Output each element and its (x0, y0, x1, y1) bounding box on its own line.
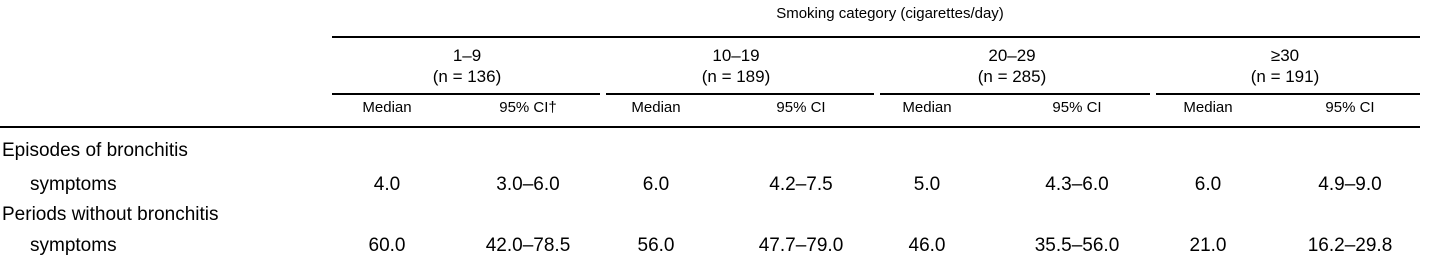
table-cell-median: 21.0 (1189, 235, 1227, 256)
group-n-3: (n = 285) (977, 67, 1047, 86)
table-cell-median: 4.0 (373, 174, 401, 195)
group-rule-4 (1156, 93, 1420, 95)
row-label: Periods without bronchitis (2, 204, 219, 225)
table-cell-median: 5.0 (913, 174, 941, 195)
header-bottom-rule (0, 126, 1420, 128)
row-label-continued: symptoms (30, 174, 117, 195)
table-cell-median: 6.0 (642, 174, 670, 195)
table-cell-ci: 4.3–6.0 (1045, 174, 1109, 195)
row-label: Episodes of bronchitis (2, 140, 188, 161)
table-cell-median: 46.0 (908, 235, 946, 256)
group-rule-1 (332, 93, 600, 95)
group-n-1: (n = 136) (432, 67, 502, 86)
median-header-3: Median (902, 99, 952, 116)
table-cell-ci: 16.2–29.8 (1307, 235, 1393, 256)
median-header-1: Median (362, 99, 412, 116)
spanner-rule (332, 36, 1420, 38)
group-n-4: (n = 191) (1250, 67, 1320, 86)
group-range-3: 20–29 (988, 46, 1036, 65)
median-header-4: Median (1183, 99, 1233, 116)
ci-header-2: 95% CI (776, 99, 826, 116)
table-cell-ci: 4.2–7.5 (769, 174, 833, 195)
median-header-2: Median (631, 99, 681, 116)
group-rule-3 (880, 93, 1150, 95)
spanner-header: Smoking category (cigarettes/day) (776, 5, 1004, 22)
ci-header-4: 95% CI (1325, 99, 1375, 116)
table-cell-median: 6.0 (1194, 174, 1222, 195)
table-cell-median: 60.0 (368, 235, 406, 256)
table-cell-ci: 4.9–9.0 (1318, 174, 1382, 195)
group-range-4: ≥30 (1270, 46, 1300, 65)
ci-header-1: 95% CI† (499, 99, 557, 116)
group-range-1: 1–9 (452, 46, 482, 65)
table-cell-ci: 3.0–6.0 (496, 174, 560, 195)
group-range-2: 10–19 (712, 46, 760, 65)
table-cell-median: 56.0 (637, 235, 675, 256)
table-cell-ci: 35.5–56.0 (1034, 235, 1120, 256)
table-cell-ci: 47.7–79.0 (758, 235, 844, 256)
group-rule-2 (606, 93, 874, 95)
ci-header-3: 95% CI (1052, 99, 1102, 116)
group-n-2: (n = 189) (701, 67, 771, 86)
table-cell-ci: 42.0–78.5 (485, 235, 571, 256)
row-label-continued: symptoms (30, 235, 117, 256)
